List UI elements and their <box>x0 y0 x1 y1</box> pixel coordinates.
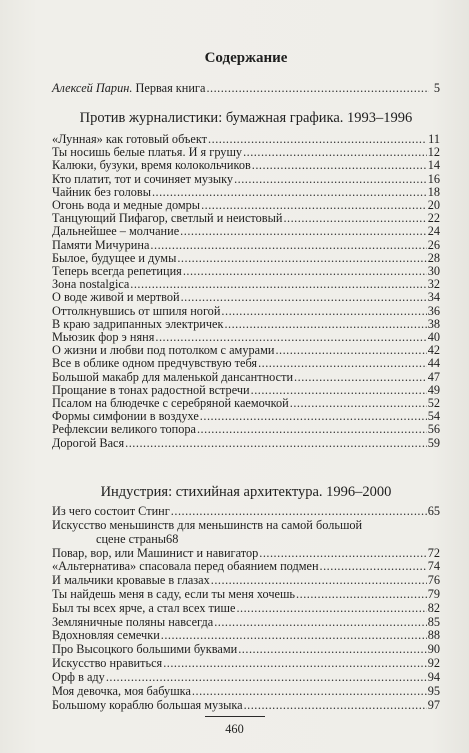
toc-entry <box>52 698 440 712</box>
section-heading: Индустрия: стихийная архитектура. 1996–2000 <box>100 484 392 500</box>
leader-dots <box>238 642 426 656</box>
toc-entry <box>52 198 440 212</box>
leader-dots <box>211 573 427 587</box>
leader-dots <box>125 436 427 450</box>
entry-page: 16 <box>427 171 440 186</box>
toc-entry <box>52 518 440 532</box>
leader-dots <box>181 290 427 304</box>
leader-dots <box>183 264 427 278</box>
entry-title: Все в облике одном предчувствую тебя <box>52 356 258 371</box>
entry-page: 54 <box>427 409 440 424</box>
page-title: Содержание <box>204 50 288 66</box>
leader-dots <box>320 559 427 573</box>
entry-title: «Альтернатива» спасовала перед обаянием подмен <box>52 559 319 574</box>
toc-entry <box>52 601 440 615</box>
leader-dots <box>224 317 426 331</box>
entry-title: Прощание в тонах радостной встречи <box>52 382 250 397</box>
entry-page: 30 <box>427 264 440 278</box>
entry-title: И мальчики кровавые в глазах <box>52 573 210 588</box>
leader-dots <box>290 396 427 410</box>
entry-title: Рефлексии великого топора <box>52 422 196 437</box>
entry-title: Калюки, бузуки, время колокольчиков <box>52 158 251 173</box>
entry-title: Огонь вода и медные домры <box>52 198 201 212</box>
leader-dots <box>150 238 426 252</box>
leader-dots <box>152 185 427 199</box>
entry-page: 79 <box>427 586 440 601</box>
entry-title: Повар, вор, или Машинист и навигатор <box>52 545 259 560</box>
toc-entry <box>52 396 440 410</box>
toc-entry-intro <box>52 81 440 95</box>
leader-dots <box>221 304 426 318</box>
entry-title: Был ты всех ярче, а стал всех тише <box>52 600 236 615</box>
footer-rule <box>205 716 265 717</box>
entry-page: 76 <box>427 573 440 588</box>
toc-entry <box>52 436 440 450</box>
toc-entry <box>52 145 440 159</box>
toc-entry <box>52 546 440 560</box>
toc-entry <box>52 642 440 656</box>
toc-entry <box>52 277 440 291</box>
section-heading: Против журналистики: бумажная графика. 1993–1996 <box>79 110 413 126</box>
entry-page: 88 <box>427 628 440 643</box>
toc-entry-continuation <box>52 532 440 546</box>
entry-title: Искусство меньшинств для меньшинств на самой большой <box>52 517 363 532</box>
leader-dots <box>130 277 426 291</box>
leader-dots <box>244 698 427 712</box>
entry-title: О воде живой и мертвой <box>52 290 180 305</box>
entry-title: Вдохновляя семечки <box>52 628 160 643</box>
toc-entry <box>52 317 440 331</box>
intro-text: Первая книга <box>132 81 206 95</box>
entry-title: Земляничные поляны навсегда <box>52 614 214 629</box>
entry-page: 72 <box>427 545 440 560</box>
entry-page: 32 <box>427 277 440 292</box>
entry-title: Зона nostalgica <box>52 277 130 292</box>
entry-page: 38 <box>427 316 440 331</box>
toc-entry <box>52 628 440 642</box>
entry-title: Формы симфонии в воздухе <box>52 409 199 424</box>
entry-title: Чайник без головы <box>52 184 151 199</box>
leader-dots <box>208 132 427 146</box>
leader-dots <box>206 81 429 95</box>
toc-entry <box>52 684 440 698</box>
toc-entry <box>52 211 440 225</box>
entry-title: О жизни и любви под потолком с амурами <box>52 343 275 358</box>
entry-title: Танцующий Пифагор, светлый и неистовый <box>52 211 283 226</box>
leader-dots <box>177 251 426 265</box>
toc-entry <box>52 172 440 186</box>
entry-page: 56 <box>427 422 440 437</box>
leader-dots <box>106 670 427 684</box>
entry-title: Ты носишь белые платья. И я грушу <box>52 145 243 160</box>
toc-entry <box>52 409 440 423</box>
entry-page: 97 <box>427 697 440 712</box>
entry-page: 20 <box>427 198 440 212</box>
leader-dots <box>197 422 427 436</box>
leader-dots <box>243 145 427 159</box>
toc-entry <box>52 615 440 629</box>
entry-title: Большой макабр для маленькой дансантности <box>52 369 294 384</box>
entry-page: 68 <box>166 531 179 546</box>
entry-title: Из чего состоит Стинг <box>52 504 170 518</box>
leader-dots <box>201 198 427 212</box>
entry-title: Псалом на блюдечке с серебряной каемочкой <box>52 396 289 410</box>
entry-title: Мьюзик фор э няня <box>52 330 155 344</box>
toc-entry <box>52 238 440 252</box>
entry-title: Моя девочка, моя бабушка <box>52 683 191 698</box>
toc-entry <box>52 158 440 172</box>
leader-dots <box>236 601 426 615</box>
entry-title-continuation: сцене страны <box>96 531 167 546</box>
entry-title: В краю задрипанных электричек <box>52 316 224 331</box>
entry-title: Орф в аду <box>52 669 105 684</box>
toc-entry <box>52 264 440 278</box>
intro-page: 5 <box>433 81 440 95</box>
leader-dots <box>294 370 427 384</box>
entry-page: 82 <box>427 600 440 615</box>
leader-dots <box>275 343 426 357</box>
entry-page: 12 <box>427 145 440 160</box>
entry-title: Дорогой Вася <box>52 435 125 450</box>
leader-dots <box>252 158 427 172</box>
toc-entry <box>52 132 440 146</box>
entry-page: 59 <box>427 435 440 450</box>
leader-dots <box>163 656 427 670</box>
entry-page: 85 <box>427 614 440 629</box>
leader-dots <box>192 684 427 698</box>
toc-entry <box>52 304 440 318</box>
leader-dots <box>214 615 427 629</box>
entry-title: Оттолкнувшись от шпиля ногой <box>52 303 221 318</box>
entry-page: 90 <box>427 642 440 657</box>
toc-entry <box>52 670 440 684</box>
leader-dots <box>296 587 427 601</box>
entry-page: 28 <box>427 250 440 265</box>
toc-entry <box>52 383 440 397</box>
toc-entry <box>52 559 440 573</box>
intro-author: Алексей Парин. <box>52 81 133 95</box>
entry-page: 74 <box>427 559 440 574</box>
entry-page: 22 <box>427 211 440 226</box>
entry-title: Дальнейшее – молчание <box>52 224 180 239</box>
page-number: 460 <box>225 722 244 736</box>
entry-title: Про Высоцкого большими буквами <box>52 642 238 657</box>
toc-entry <box>52 290 440 304</box>
toc-entry <box>52 422 440 436</box>
leader-dots <box>234 172 427 186</box>
entry-page: 40 <box>427 330 440 344</box>
toc-entry <box>52 587 440 601</box>
entry-page: 47 <box>427 369 440 384</box>
toc-entry <box>52 504 440 518</box>
leader-dots <box>259 546 426 560</box>
entry-page: 11 <box>428 132 440 146</box>
entry-page: 14 <box>427 158 440 173</box>
toc-entry <box>52 573 440 587</box>
entry-title: Былое, будущее и думы <box>52 250 177 265</box>
entry-page: 52 <box>427 396 440 410</box>
toc-entry <box>52 656 440 670</box>
entry-page: 36 <box>427 303 440 318</box>
leader-dots <box>155 330 426 344</box>
entry-page: 49 <box>427 382 440 397</box>
toc-entry <box>52 224 440 238</box>
entry-page: 94 <box>427 669 440 684</box>
toc-entry <box>52 370 440 384</box>
entry-page: 44 <box>427 356 440 371</box>
entry-page: 42 <box>427 343 440 358</box>
toc-entry <box>52 185 440 199</box>
toc-entry <box>52 356 440 370</box>
leader-dots <box>251 383 427 397</box>
entry-title: «Лунная» как готовый объект <box>52 132 208 146</box>
entry-page: 92 <box>427 656 440 670</box>
leader-dots <box>200 409 427 423</box>
entry-title: Кто платит, тот и сочиняет музыку <box>52 171 234 186</box>
entry-title: Теперь всегда репетиция <box>52 264 182 278</box>
leader-dots <box>171 504 427 518</box>
toc-entry <box>52 251 440 265</box>
leader-dots <box>258 356 427 370</box>
entry-page: 26 <box>427 237 440 252</box>
toc-entry <box>52 343 440 357</box>
entry-page: 95 <box>427 683 440 698</box>
entry-page: 24 <box>427 224 440 239</box>
entry-page: 18 <box>427 184 440 199</box>
entry-page: 65 <box>427 504 440 518</box>
leader-dots <box>180 224 427 238</box>
leader-dots <box>161 628 427 642</box>
entry-page: 34 <box>427 290 440 305</box>
entry-title: Большому кораблю большая музыка <box>52 697 243 712</box>
entry-title: Искусство нравиться <box>52 656 163 670</box>
leader-dots <box>283 211 426 225</box>
entry-title: Памяти Мичурина <box>52 237 150 252</box>
entry-title: Ты найдешь меня в саду, если ты меня хочешь <box>52 586 296 601</box>
toc-entry <box>52 330 440 344</box>
